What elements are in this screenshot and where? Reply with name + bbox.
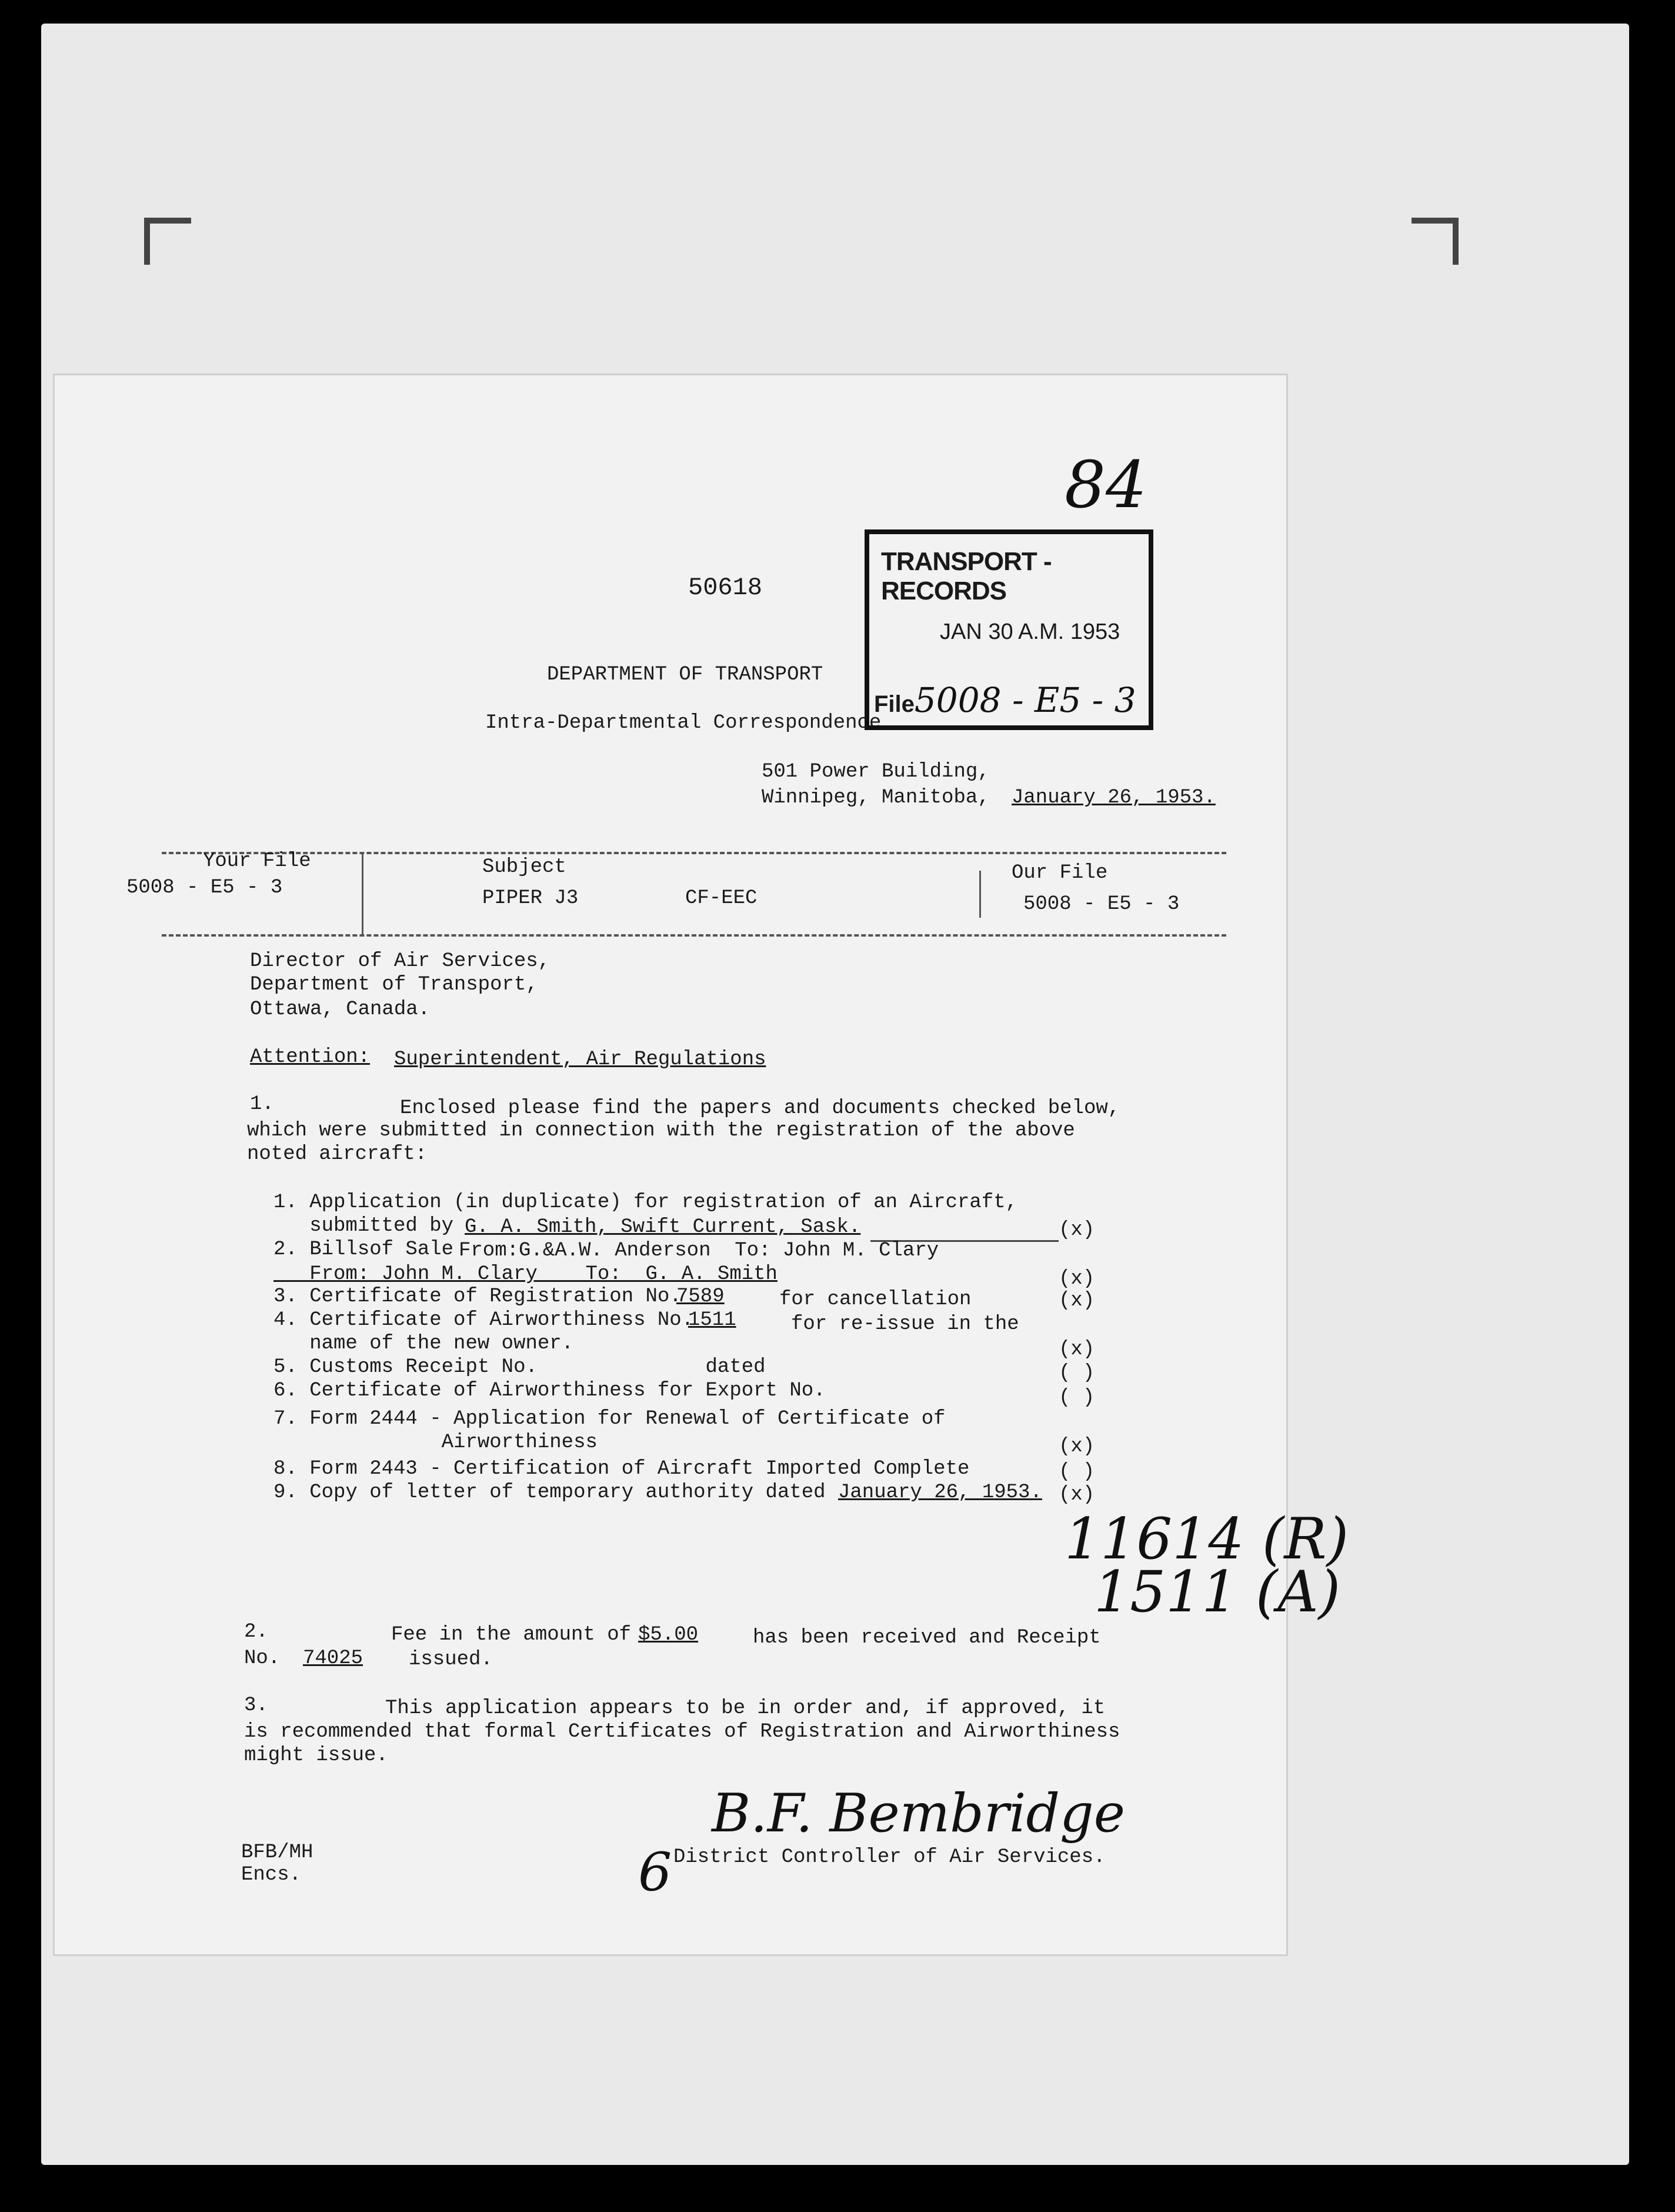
our-file-label: Our File bbox=[1012, 862, 1108, 884]
memo-date: January 26, 1953. bbox=[1012, 787, 1216, 809]
para-2-receipt-number: 74025 bbox=[303, 1647, 363, 1670]
attention-value: Superintendent, Air Regulations bbox=[394, 1048, 766, 1071]
item-3-mark: (x) bbox=[1059, 1290, 1095, 1312]
item-5-mark: ( ) bbox=[1059, 1362, 1095, 1384]
item-2-parties-1: From:G.&A.W. Anderson To: John M. Clary bbox=[459, 1240, 939, 1262]
page-number: 84 bbox=[1065, 447, 1147, 522]
enclosures-label: Encs. bbox=[241, 1864, 302, 1886]
stamp-title: TRANSPORT - RECORDS bbox=[881, 547, 1052, 605]
file-row-bottom-rule bbox=[162, 934, 1226, 937]
item-4-airworthiness-number: 1511 bbox=[688, 1309, 736, 1331]
crop-mark-left bbox=[144, 218, 191, 265]
item-3-line: 3. Certificate of Registration No. bbox=[273, 1285, 682, 1308]
para-3-line-2: is recommended that formal Certificates of Registration and Airworthiness bbox=[244, 1721, 1120, 1743]
para-2-text-c: issued. bbox=[409, 1648, 493, 1671]
item-4-text: for re-issue in the bbox=[791, 1313, 1019, 1335]
attention-label: Attention: bbox=[250, 1046, 371, 1068]
your-file-number: 5008 - E5 - 3 bbox=[126, 877, 283, 899]
para-2-text-b: has been received and Receipt bbox=[753, 1627, 1101, 1649]
stamp-file-label: File bbox=[874, 691, 915, 717]
item-8-line: 8. Form 2443 - Certification of Aircraft Imported Complete bbox=[273, 1458, 970, 1480]
correspondence-type: Intra-Departmental Correspondence bbox=[485, 712, 882, 734]
recipient-line-3: Ottawa, Canada. bbox=[250, 998, 431, 1021]
typist-initials: BFB/MH bbox=[241, 1841, 313, 1864]
para-1-number: 1. bbox=[250, 1093, 274, 1115]
signature-initial: 6 bbox=[638, 1841, 672, 1903]
signatory-title: District Controller of Air Services. bbox=[673, 1846, 1106, 1868]
item-8-mark: ( ) bbox=[1059, 1461, 1095, 1483]
item-3-reg-number: 7589 bbox=[676, 1285, 725, 1308]
file-row-divider-2 bbox=[979, 871, 981, 918]
item-9-date: January 26, 1953. bbox=[838, 1481, 1042, 1504]
file-row-divider-1 bbox=[362, 852, 363, 934]
stamp-file-number: 5008 - E5 - 3 bbox=[914, 680, 1136, 720]
item-9-mark: (x) bbox=[1059, 1484, 1095, 1506]
item-2-mark: (x) bbox=[1059, 1268, 1095, 1290]
stamp-file bbox=[874, 680, 1136, 720]
address-line-2: Winnipeg, Manitoba, bbox=[762, 787, 990, 809]
para-3-number: 3. bbox=[244, 1694, 268, 1717]
item-1-line-2: submitted by bbox=[273, 1215, 454, 1237]
recipient-line-1: Director of Air Services, bbox=[250, 950, 550, 972]
signature: B.F. Bembridge bbox=[712, 1783, 1126, 1844]
item-4-line-2: name of the new owner. bbox=[273, 1332, 574, 1355]
item-6-mark: ( ) bbox=[1059, 1387, 1095, 1409]
para-2-number: 2. bbox=[244, 1621, 268, 1643]
records-stamp bbox=[865, 529, 1153, 730]
para-2-fee: $5.00 bbox=[638, 1624, 699, 1646]
document-number: 50618 bbox=[688, 574, 763, 602]
item-2-parties-2: From: John M. Clary To: G. A. Smith bbox=[273, 1263, 778, 1285]
item-1-submitter: G. A. Smith, Swift Current, Sask. bbox=[465, 1216, 861, 1238]
item-4-mark: (x) bbox=[1059, 1338, 1095, 1361]
item-5-line: 5. Customs Receipt No. dated bbox=[273, 1356, 766, 1378]
subject-label: Subject bbox=[482, 856, 566, 878]
para-2-text-a: Fee in the amount of bbox=[391, 1624, 632, 1646]
item-7-line-2: Airworthiness bbox=[273, 1431, 598, 1454]
item-7-mark: (x) bbox=[1059, 1435, 1095, 1458]
crop-mark-right bbox=[1412, 218, 1459, 265]
item-1-mark: (x) bbox=[1059, 1219, 1095, 1241]
item-3-text: for cancellation bbox=[779, 1288, 972, 1311]
item-1-line-1: 1. Application (in duplicate) for registration of an Aircraft, bbox=[273, 1191, 1018, 1214]
para-1-line-1: Enclosed please find the papers and documents checked below, bbox=[400, 1097, 1120, 1120]
our-file-number: 5008 - E5 - 3 bbox=[1023, 893, 1180, 915]
department-name: DEPARTMENT OF TRANSPORT bbox=[547, 664, 823, 686]
file-row-top-rule bbox=[162, 852, 1226, 854]
para-1-line-2: which were submitted in connection with the registration of the above bbox=[247, 1120, 1075, 1142]
item-7-line-1: 7. Form 2444 - Application for Renewal of Certificate of bbox=[273, 1408, 946, 1430]
subject-registration: CF-EEC bbox=[685, 887, 758, 910]
para-3-line-1: This application appears to be in order and, if approved, it bbox=[385, 1697, 1106, 1720]
stamp-date: JAN 30 A.M. 1953 bbox=[940, 619, 1120, 644]
item-6-line: 6. Certificate of Airworthiness for Export No. bbox=[273, 1380, 826, 1402]
recipient-line-2: Department of Transport, bbox=[250, 974, 538, 996]
para-1-line-3: noted aircraft: bbox=[247, 1143, 428, 1165]
item-9-line: 9. Copy of letter of temporary authority dated bbox=[273, 1481, 826, 1504]
handwritten-reg-r: 11614 (R) bbox=[1065, 1506, 1349, 1572]
your-file-label: Your File bbox=[203, 850, 311, 872]
subject-aircraft: PIPER J3 bbox=[482, 887, 579, 910]
para-3-line-3: might issue. bbox=[244, 1744, 388, 1767]
item-2-line-1: 2. Billsof Sale bbox=[273, 1238, 454, 1261]
handwritten-reg-a: 1511 (A) bbox=[1094, 1559, 1341, 1625]
para-2-no-label: No. bbox=[244, 1647, 281, 1670]
item-4-line-1: 4. Certificate of Airworthiness No. bbox=[273, 1309, 694, 1331]
address-line-1: 501 Power Building, bbox=[762, 761, 990, 783]
